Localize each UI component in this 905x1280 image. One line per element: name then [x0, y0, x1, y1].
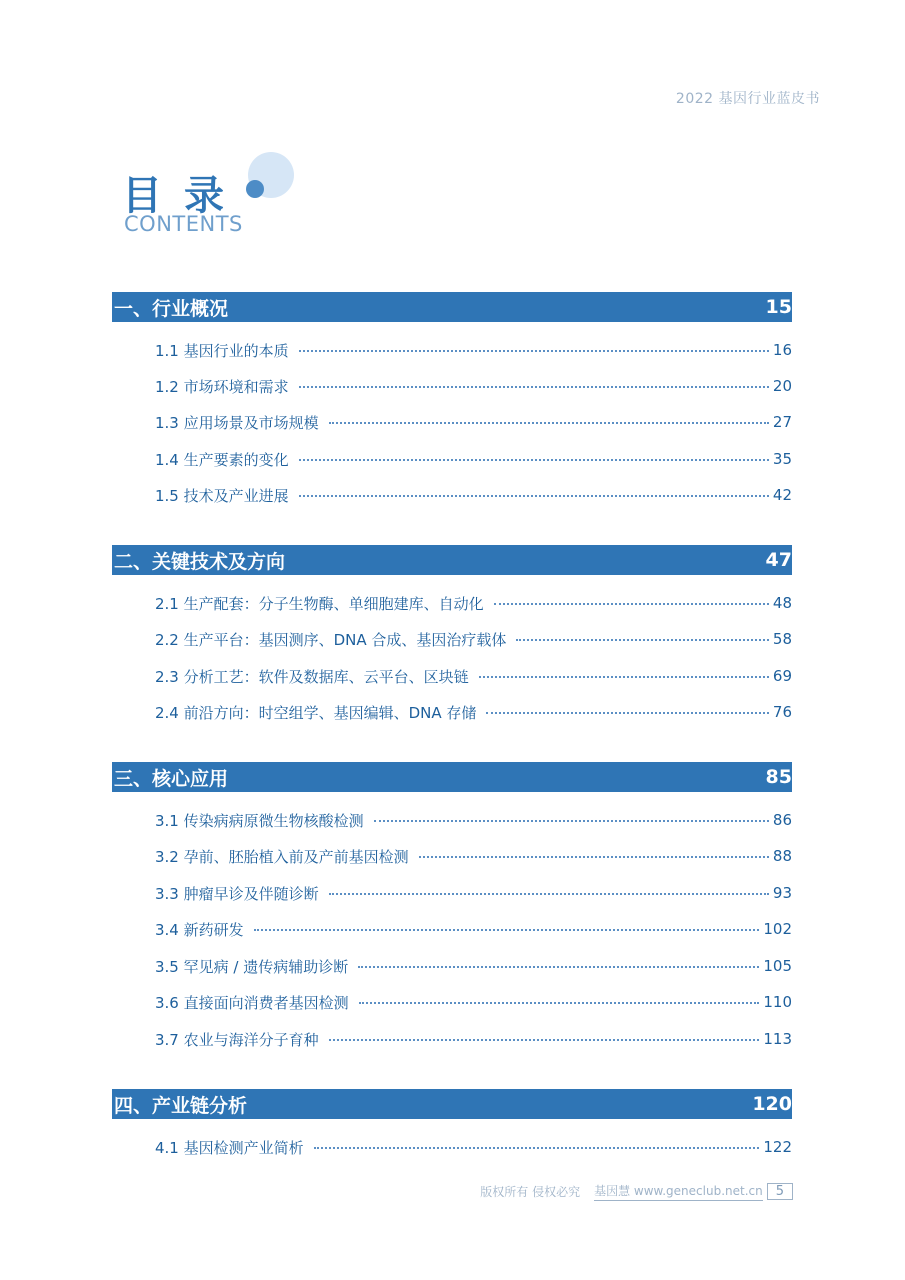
section-page: 120 [752, 1093, 792, 1115]
dot-leader [374, 820, 769, 822]
toc-item-label: 1.4 生产要素的变化 [155, 450, 289, 469]
toc-item-label: 1.1 基因行业的本质 [155, 341, 289, 360]
toc-item[interactable] [155, 591, 792, 615]
page-number: 5 [767, 1183, 793, 1200]
toc-item-label: 1.2 市场环境和需求 [155, 377, 289, 396]
toc-item-page: 105 [763, 957, 792, 975]
toc-item-page: 122 [763, 1138, 792, 1156]
toc-item[interactable] [155, 844, 792, 868]
dot-leader [299, 495, 769, 497]
toc-item-label: 2.3 分析工艺：软件及数据库、云平台、区块链 [155, 667, 469, 686]
toc-item-label: 2.1 生产配套：分子生物酶、单细胞建库、自动化 [155, 594, 484, 613]
toc-item[interactable] [155, 664, 792, 688]
dot-leader [486, 712, 768, 714]
toc-item[interactable] [155, 917, 792, 941]
dot-leader [299, 459, 769, 461]
toc-item[interactable] [155, 954, 792, 978]
toc-item-page: 58 [772, 630, 792, 648]
toc-item[interactable] [155, 808, 792, 832]
toc-item-label: 3.3 肿瘤早诊及伴随诊断 [155, 884, 319, 903]
toc-item-label: 3.5 罕见病 / 遗传病辅助诊断 [155, 957, 349, 976]
toc-item[interactable] [155, 1027, 792, 1051]
toc-item-label: 3.1 传染病病原微生物核酸检测 [155, 811, 364, 830]
title-block [122, 150, 322, 250]
dot-leader [299, 350, 769, 352]
section-heading[interactable] [112, 762, 792, 792]
page-subtitle: CONTENTS [124, 212, 243, 236]
toc-item-label: 3.7 农业与海洋分子育种 [155, 1030, 319, 1049]
toc-item[interactable] [155, 338, 792, 362]
section-page: 15 [765, 296, 792, 318]
dot-leader [494, 603, 769, 605]
header-title: 2022 基因行业蓝皮书 [675, 91, 820, 107]
section-heading[interactable] [112, 1089, 792, 1119]
dot-leader [314, 1147, 760, 1149]
dot-leader [329, 422, 769, 424]
toc-item[interactable] [155, 447, 792, 471]
footer-brand-link[interactable]: 基因慧 www.geneclub.net.cn [594, 1182, 763, 1201]
dot-leader [359, 1002, 760, 1004]
section-label: 一、行业概况 [114, 297, 229, 320]
toc-item[interactable] [155, 374, 792, 398]
toc-item-label: 3.2 孕前、胚胎植入前及产前基因检测 [155, 847, 409, 866]
section-label: 四、产业链分析 [114, 1094, 248, 1117]
section-label: 二、关键技术及方向 [114, 550, 286, 573]
toc-item-label: 2.2 生产平台：基因测序、DNA 合成、基因治疗载体 [155, 630, 507, 649]
dot-leader [329, 1039, 760, 1041]
toc-item[interactable] [155, 410, 792, 434]
toc-item-label: 1.3 应用场景及市场规模 [155, 413, 319, 432]
footer-rights: 版权所有 侵权必究 [480, 1185, 581, 1199]
toc-item[interactable] [155, 700, 792, 724]
dot-leader [516, 639, 768, 641]
dot-leader [358, 966, 759, 968]
toc-item-page: 69 [772, 667, 792, 685]
section-heading[interactable] [112, 545, 792, 575]
toc-item-page: 48 [772, 594, 792, 612]
toc-item-page: 93 [772, 884, 792, 902]
toc-item-label: 3.6 直接面向消费者基因检测 [155, 993, 349, 1012]
toc-item-label: 4.1 基因检测产业简析 [155, 1138, 304, 1157]
section-page: 47 [765, 549, 792, 571]
toc-item-page: 113 [763, 1030, 792, 1048]
toc-item-page: 16 [772, 341, 792, 359]
toc-item-page: 27 [772, 413, 792, 431]
toc-item-page: 88 [772, 847, 792, 865]
toc-item[interactable] [155, 990, 792, 1014]
section-page: 85 [765, 766, 792, 788]
section-label: 三、核心应用 [114, 767, 229, 790]
toc-item[interactable] [155, 881, 792, 905]
dot-leader [419, 856, 769, 858]
toc-item-label: 2.4 前沿方向：时空组学、基因编辑、DNA 存储 [155, 703, 477, 722]
toc-item-page: 42 [772, 486, 792, 504]
toc-item-label: 3.4 新药研发 [155, 920, 244, 939]
toc-item[interactable] [155, 1135, 792, 1159]
section-heading[interactable] [112, 292, 792, 322]
dot-leader [254, 929, 760, 931]
toc-item[interactable] [155, 483, 792, 507]
footer [480, 1182, 793, 1201]
toc-item-page: 86 [772, 811, 792, 829]
toc-item[interactable] [155, 627, 792, 651]
toc-item-page: 102 [763, 920, 792, 938]
decorative-circle-small [246, 180, 264, 198]
page-title: 目录 [122, 173, 246, 219]
toc-item-page: 110 [763, 993, 792, 1011]
toc-item-page: 76 [772, 703, 792, 721]
dot-leader [329, 893, 769, 895]
toc-item-page: 20 [772, 377, 792, 395]
dot-leader [479, 676, 769, 678]
toc-item-page: 35 [772, 450, 792, 468]
toc-item-label: 1.5 技术及产业进展 [155, 486, 289, 505]
dot-leader [299, 386, 769, 388]
